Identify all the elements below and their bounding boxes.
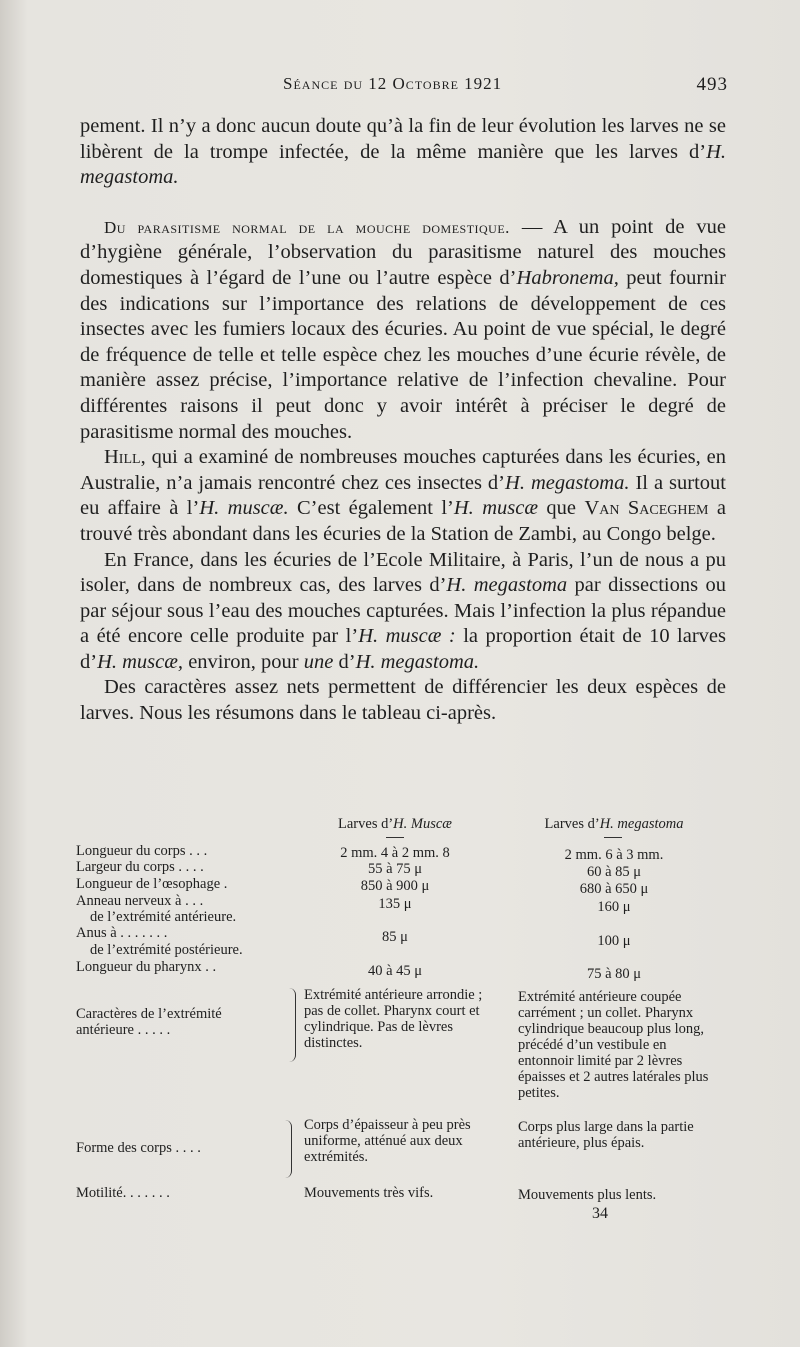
species-name: H. muscæ, — [97, 650, 184, 673]
text-run: En France, dans les écuries de l’Ecole Militaire, à Paris, l’un de nous a pu isoler, dans de nombreux cas, des larves d’ — [80, 548, 726, 597]
species-name: H. muscæ. — [199, 497, 289, 520]
cell-muscae: 55 à 75 μ — [367, 861, 423, 877]
cell-muscae-motility: Mouvements très vifs. — [304, 1185, 434, 1201]
text-run: a trouvé très abondant dans les écuries de la Station de Zambi, au Congo belge. — [80, 497, 727, 545]
genus-name: Habronema, — [516, 266, 619, 289]
signature-mark: 34 — [592, 1205, 608, 1222]
cell-muscae: 40 à 45 μ — [367, 963, 423, 979]
cell-muscae-anterior: Extrémité antérieure arrondie ; pas de collet. Pharynx court et cylindrique. Pas de lèvres distinctes. — [304, 987, 483, 1051]
author-name: Van Saceghem — [584, 497, 709, 520]
text-run: la proportion était de 10 larves d’ — [80, 625, 727, 673]
text-run: qui a examiné de nombreuses mouches capturées dans les écuries, en Australie, n’a jamais rencontré chez ces insectes d’ — [80, 446, 726, 494]
emphasis: une — [303, 650, 334, 673]
row-label-continued: de l’extrémité postérieure. — [90, 942, 243, 958]
cell-muscae-body: Corps d’épaisseur à peu près uniforme, atténué aux deux extrémités. — [304, 1117, 471, 1165]
cell-muscae: 85 μ — [382, 929, 408, 945]
cell-megastoma: 160 μ — [597, 899, 631, 915]
row-label: Longueur du corps . . . — [76, 843, 208, 859]
row-label-motility: Motilité. . . . . . . — [76, 1185, 170, 1201]
row-label-anterior — [76, 1006, 290, 1038]
text-run: pement. Il n’y a donc aucun doute qu’à la fin de leur évolution les larves ne se libèrent de la trompe infectée, de la même manière que les larves d’ — [80, 115, 726, 163]
label-line: antérieure . . . . . — [76, 1022, 171, 1038]
row-label: Longueur de l’œsophage . — [76, 876, 228, 892]
cell-muscae: 850 à 900 μ — [360, 878, 430, 894]
text-run: Il a surtout eu affaire à l’ — [80, 471, 727, 520]
header-title: Séance du 12 Octobre 1921 — [283, 74, 503, 93]
label-line: Caractères de l’extrémité — [76, 1006, 222, 1022]
text-run: que — [538, 497, 585, 520]
row-label: Anus à . . . . . . . — [76, 925, 168, 941]
section-heading: Du parasitisme normal de la mouche domestique. — [104, 217, 510, 237]
text-run: d’ — [333, 650, 356, 673]
header-rule — [386, 837, 404, 838]
species-name: H. megastoma. — [80, 140, 726, 189]
text-run: par dissections ou par séjour sous l’eau des mouches capturées. Mais l’infection la plus répandue a été encore celle produite par l’ — [80, 574, 726, 648]
text-run: C’est également l’ — [288, 497, 454, 520]
header-prefix: Larves d’ — [544, 816, 600, 832]
header-prefix: Larves d’ — [338, 816, 394, 832]
cell-megastoma-motility: Mouvements plus lents. — [518, 1187, 657, 1203]
cell-muscae: 2 mm. 4 à 2 mm. 8 — [340, 845, 450, 861]
species-name: H. muscæ : — [358, 625, 456, 648]
cell-megastoma: 2 mm. 6 à 3 mm. — [564, 847, 664, 863]
cell-megastoma-anterior: Extrémité antérieure coupée carrément ; un collet. Pharynx cylindrique beaucoup plus long, précédé d’un vestibule en entonnoir limité par 2 lèvres épaisses et 2 autres latérales plus petites. — [518, 989, 709, 1101]
text-run: Des caractères assez nets permettent de différencier les deux espèces de larves. Nous les résumons dans le tableau ci-après. — [80, 676, 726, 725]
page-number: 493 — [696, 74, 728, 95]
row-label: Anneau nerveux à . . . — [76, 893, 204, 909]
row-label-continued: de l’extrémité antérieure. — [90, 909, 237, 925]
column-header-megastoma — [514, 816, 714, 832]
header-species: H. Muscæ — [393, 816, 452, 832]
row-label-body-shape: Forme des corps . . . . — [76, 1140, 201, 1156]
brace — [285, 1120, 292, 1178]
species-name: H. megastoma. — [505, 471, 630, 494]
header-rule — [604, 837, 622, 838]
cell-megastoma: 75 à 80 μ — [586, 966, 642, 982]
row-label: Longueur du pharynx . . — [76, 959, 217, 975]
author-name: Hill, — [104, 446, 146, 469]
species-name: H. megastoma. — [355, 650, 480, 673]
cell-megastoma: 100 μ — [597, 933, 631, 949]
text-run: — A un point de vue d’hygiène générale, l’observation du parasitisme naturel des mouches domestiques à l’égard de l’une ou l’autre espèce d’ — [80, 215, 726, 289]
species-name: H. megastoma — [446, 574, 568, 597]
row-label: Largeur du corps . . . . — [76, 859, 204, 875]
header-species: H. megastoma — [599, 816, 684, 832]
text-run: peut fournir des indications sur l’importance des relations de développement de ces insectes avec les fumiers locaux des écuries. Au point de vue spécial, le degré de fréquence de telle et telle espèce chez les mouches d’une écurie révèle, de manière assez précise, l’importance relative de l’infection chevaline. Pour différentes raisons il peut donc y avoir intérêt à préciser le degré de parasitisme normal des mouches. — [80, 266, 726, 443]
column-header-muscae — [300, 816, 490, 832]
cell-megastoma: 60 à 85 μ — [586, 864, 642, 880]
species-name: H. muscæ — [453, 497, 539, 520]
brace — [289, 988, 296, 1062]
cell-muscae: 135 μ — [378, 896, 412, 912]
cell-megastoma: 680 à 650 μ — [579, 881, 649, 897]
cell-megastoma-body: Corps plus large dans la partie antérieure, plus épais. — [518, 1119, 694, 1151]
text-run: environ, pour — [183, 650, 304, 673]
